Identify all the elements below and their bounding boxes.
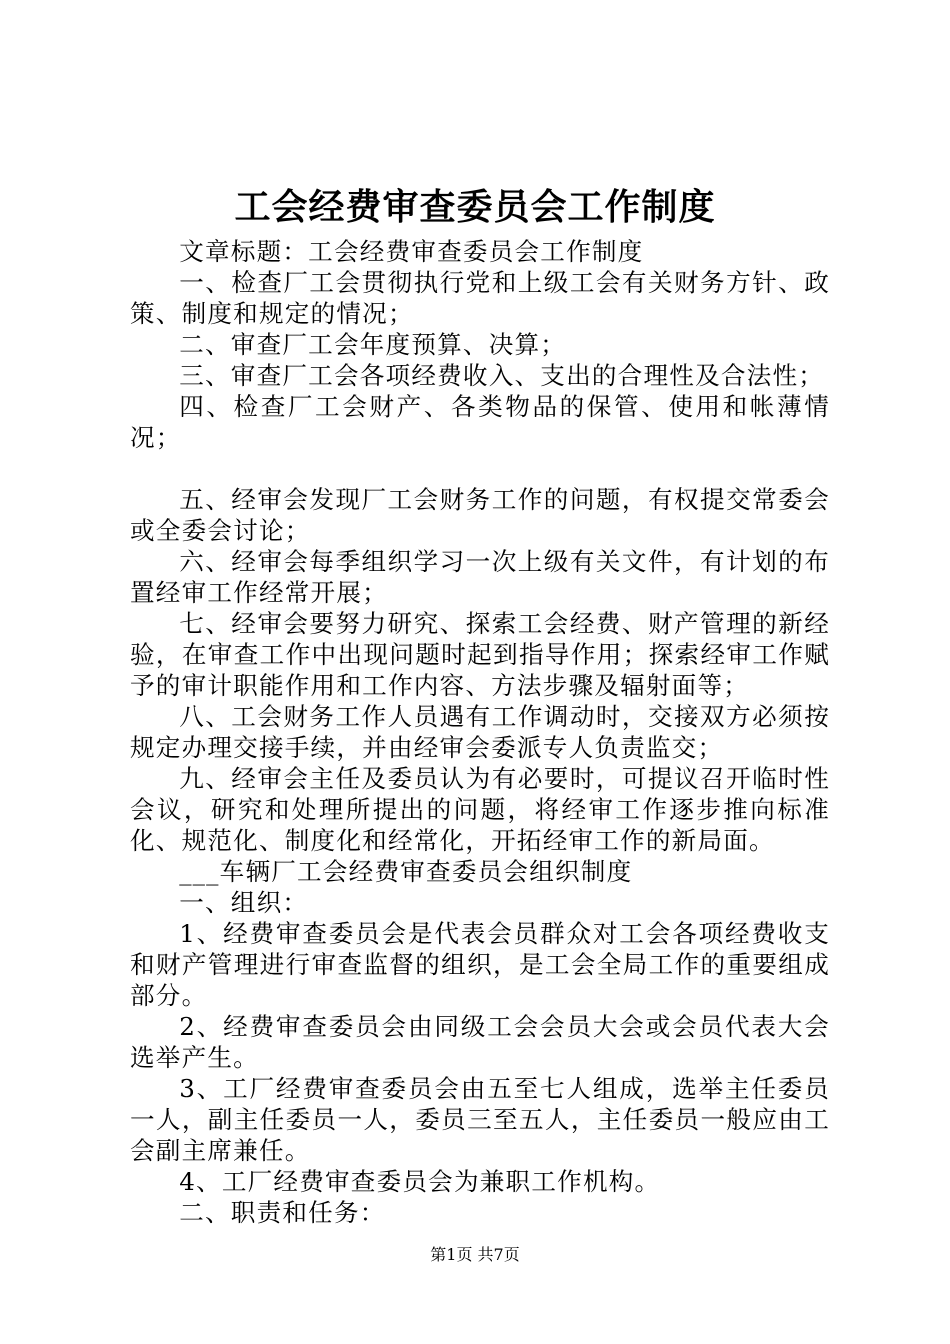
- paragraph-org-2: 2、经费审查委员会由同级工会会员大会或会员代表大会选举产生。: [130, 1012, 830, 1072]
- paragraph-item-9: 九、经审会主任及委员认为有必要时，可提议召开临时性会议，研究和处理所提出的问题，将经审工作逐步推向标准化、规范化、制度化和经常化，开拓经审工作的新局面。: [130, 764, 830, 855]
- section-heading-duties: 二、职责和任务：: [179, 1198, 386, 1227]
- document-title: 工会经费审查委员会工作制度: [234, 186, 716, 228]
- page-footer: 第1页 共7页: [430, 1245, 520, 1264]
- paragraph-item-8: 八、工会财务工作人员遇有工作调动时，交接双方必须按规定办理交接手续，并由经审会委派专人负责监交；: [130, 702, 830, 762]
- paragraph-item-5: 五、经审会发现厂工会财务工作的问题，有权提交常委会或全委会讨论；: [130, 485, 830, 545]
- paragraph-item-6: 六、经审会每季组织学习一次上级有关文件，有计划的布置经审工作经常开展；: [130, 547, 830, 607]
- paragraph-item-3: 三、审查厂工会各项经费收入、支出的合理性及合法性；: [179, 361, 825, 390]
- paragraph-org-3: 3、工厂经费审查委员会由五至七人组成，选举主任委员一人，副主任委员一人，委员三至五人，主任委员一般应由工会副主席兼任。: [130, 1074, 830, 1165]
- blank-line: [130, 453, 830, 484]
- paragraph-article-title: 文章标题：工会经费审查委员会工作制度: [179, 237, 644, 266]
- section-heading-organization: 一、组织：: [179, 888, 309, 917]
- paragraph-item-4: 四、检查厂工会财产、各类物品的保管、使用和帐薄情况；: [130, 392, 830, 452]
- paragraph-org-1: 1、经费审查委员会是代表会员群众对工会各项经费收支和财产管理进行审查监督的组织，是工会全局工作的重要组成部分。: [130, 919, 830, 1010]
- section-heading-organization-rules: ___车辆厂工会经费审查委员会组织制度: [179, 857, 633, 886]
- paragraph-item-2: 二、审查厂工会年度预算、决算；: [179, 330, 567, 359]
- paragraph-item-7: 七、经审会要努力研究、探索工会经费、财产管理的新经验，在审查工作中出现问题时起到指导作用；探索经审工作赋予的审计职能作用和工作内容、方法步骤及辐射面等；: [130, 609, 830, 700]
- document-body: [130, 236, 830, 1228]
- paragraph-org-4: 4、工厂经费审查委员会为兼职工作机构。: [179, 1167, 661, 1196]
- paragraph-item-1: 一、检查厂工会贯彻执行党和上级工会有关财务方针、政策、制度和规定的情况；: [130, 268, 830, 328]
